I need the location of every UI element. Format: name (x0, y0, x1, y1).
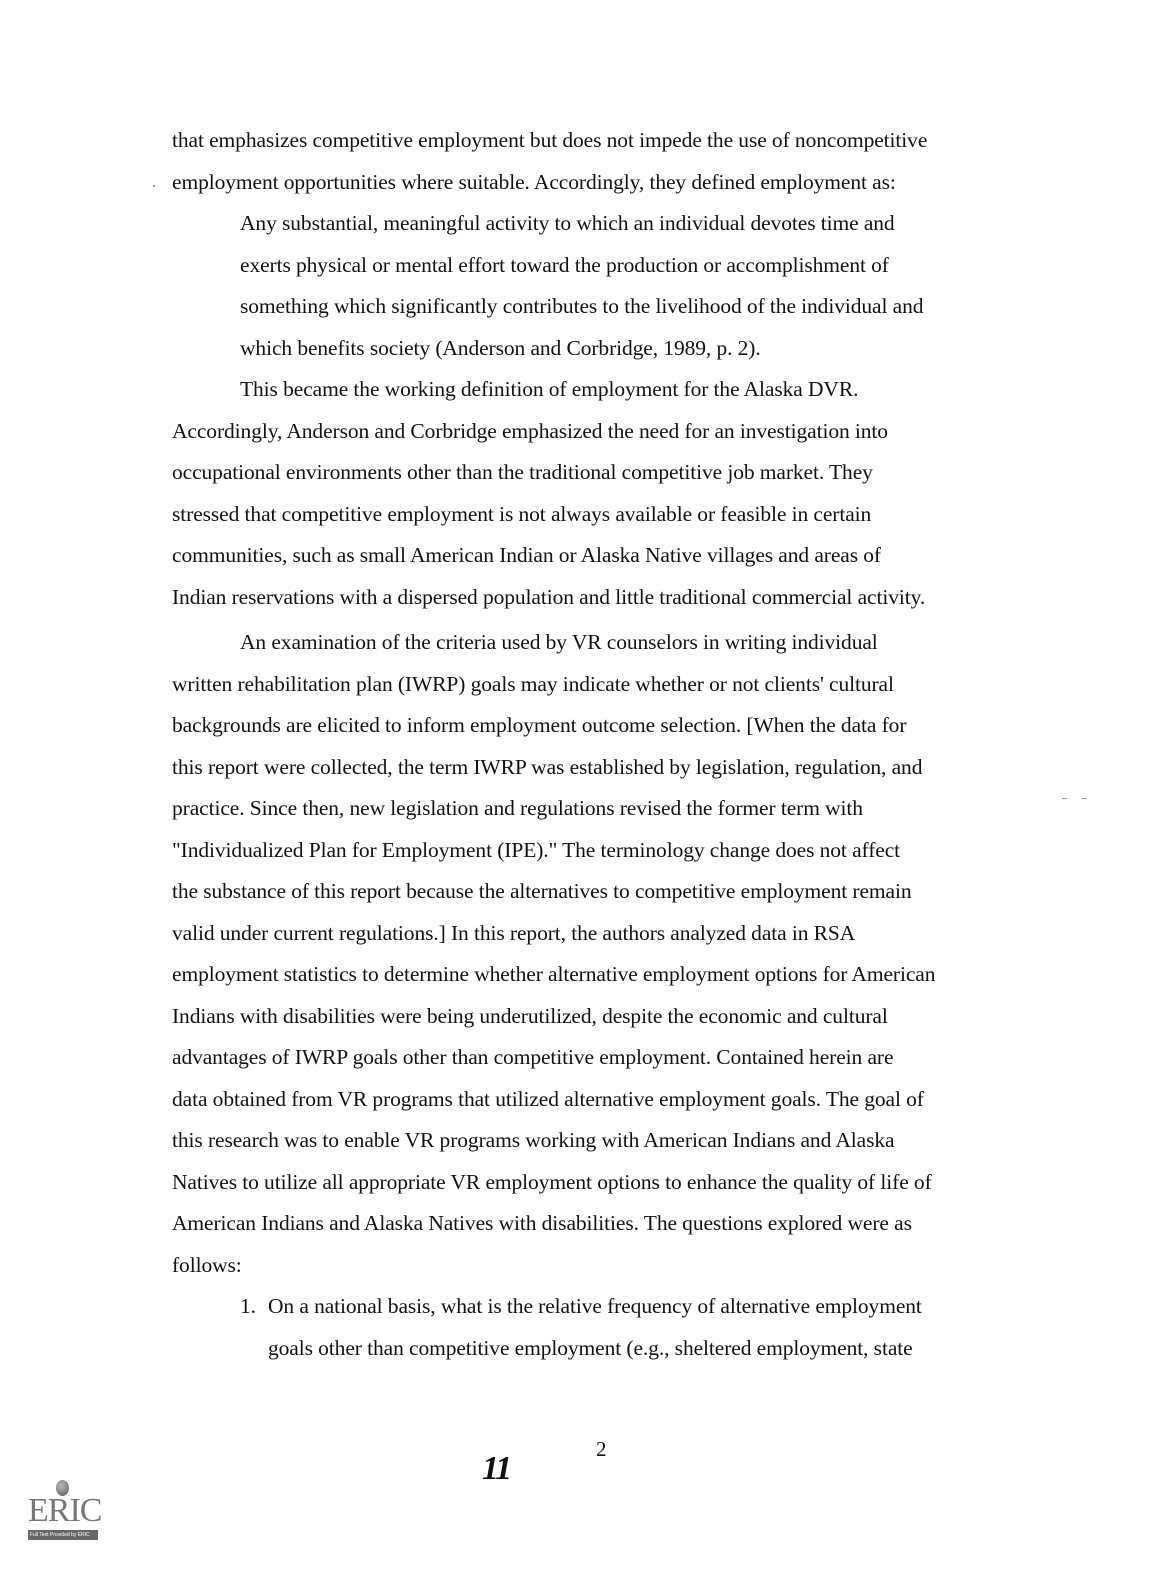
paragraph-line: written rehabilitation plan (IWRP) goals may indicate whether or not clients' cultural (172, 671, 894, 696)
paragraph-line: this research was to enable VR programs working with American Indians and Alaska (172, 1128, 895, 1152)
list-item-line: goals other than competitive employment (e.g., sheltered employment, state (268, 1335, 913, 1360)
paragraph-line: the substance of this report because the alternatives to competitive employment remain (172, 879, 912, 903)
paragraph-line: employment statistics to determine whether alternative employment options for American (172, 962, 936, 986)
scan-speck (153, 185, 155, 187)
scan-speck (1062, 798, 1067, 799)
paragraph-line: employment opportunities where suitable. Accordingly, they defined employment as: (172, 169, 896, 194)
paragraph-line: Indian reservations with a dispersed population and little traditional commercial activity. (172, 584, 926, 609)
block-quote-line: which benefits society (Anderson and Corbridge, 1989, p. 2). (240, 335, 761, 360)
paragraph-line: advantages of IWRP goals other than competitive employment. Contained herein are (172, 1045, 894, 1069)
paragraph-line: follows: (172, 1252, 242, 1277)
list-item-number: 1. (240, 1294, 256, 1318)
paragraph-line: stressed that competitive employment is not always available or feasible in certain (172, 501, 872, 526)
paragraph-line: that emphasizes competitive employment but does not impede the use of noncompetitive (172, 128, 928, 152)
paragraph-line: American Indians and Alaska Natives with disabilities. The questions explored were as (172, 1211, 912, 1235)
paragraph-line: communities, such as small American Indian or Alaska Native villages and areas of (172, 543, 881, 567)
paragraph-line: practice. Since then, new legislation and regulations revised the former term with (172, 796, 863, 820)
paragraph-line: this report were collected, the term IWRP was established by legislation, regulation, and (172, 754, 923, 779)
paragraph-line: Accordingly, Anderson and Corbridge emphasized the need for an investigation into (172, 418, 888, 443)
paragraph-line: Indians with disabilities were being underutilized, despite the economic and cultural (172, 1003, 888, 1028)
block-quote-line: exerts physical or mental effort toward the production or accomplishment of (240, 252, 889, 277)
list-item-line: On a national basis, what is the relative frequency of alternative employment (268, 1294, 922, 1318)
folio-number: 11 (482, 1450, 511, 1487)
eric-logo-tagline: Full Text Provided by ERIC (28, 1530, 98, 1540)
paragraph-line: "Individualized Plan for Employment (IPE)." The terminology change does not affect (172, 837, 901, 862)
paragraph-line: backgrounds are elicited to inform employment outcome selection. [When the data for (172, 713, 907, 737)
paragraph-line: occupational environments other than the traditional competitive job market. They (172, 460, 873, 484)
page-number: 2 (596, 1437, 607, 1461)
paragraph-line: valid under current regulations.] In this report, the authors analyzed data in RSA (172, 920, 856, 945)
paragraph-line: Natives to utilize all appropriate VR employment options to enhance the quality of life of (172, 1169, 932, 1194)
block-quote-line: something which significantly contributes to the livelihood of the individual and (240, 294, 924, 318)
eric-logo-text: ERIC (28, 1492, 102, 1529)
scan-speck (1082, 798, 1087, 799)
block-quote-line: Any substantial, meaningful activity to which an individual devotes time and (240, 211, 895, 235)
paragraph-line: This became the working definition of employment for the Alaska DVR. (240, 377, 859, 401)
paragraph-line: An examination of the criteria used by VR counselors in writing individual (240, 630, 878, 654)
paragraph-line: data obtained from VR programs that utilized alternative employment goals. The goal of (172, 1086, 924, 1111)
eric-logo (26, 1480, 102, 1544)
